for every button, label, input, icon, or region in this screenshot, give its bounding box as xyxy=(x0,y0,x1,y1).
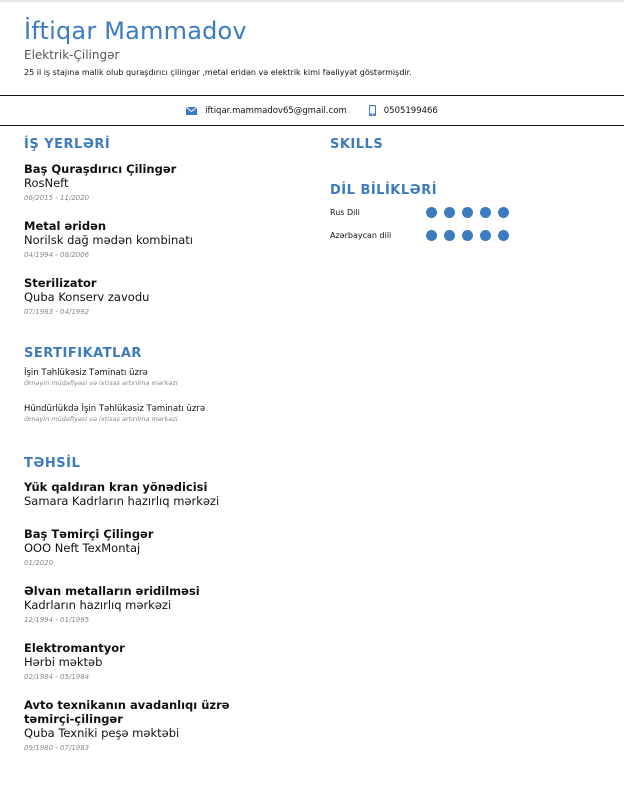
contact-bar xyxy=(0,95,624,126)
skills-section-title: SKILLS xyxy=(330,137,384,152)
education-entry xyxy=(24,527,304,568)
candidate-name: İftiqar Mammadov xyxy=(24,17,247,45)
education-date: 02/1984 - 05/1984 xyxy=(24,673,90,681)
right-column xyxy=(330,136,610,242)
language-level-dots xyxy=(426,230,509,241)
education-date: 12/1994 - 01/1995 xyxy=(24,616,90,624)
job-company: RosNeft xyxy=(24,176,69,190)
language-level-dots xyxy=(426,207,509,218)
level-dot xyxy=(462,207,473,218)
languages-section-title: DİL BİLİKLƏRİ xyxy=(330,183,438,198)
education-entry xyxy=(24,584,304,625)
education-entry xyxy=(24,698,279,753)
certificate-title: İşin Təhlükəsiz Təminatı üzrə xyxy=(24,368,148,378)
education-school: Samara Kadrların hazırlıq mərkəzi xyxy=(24,494,220,508)
education-school: Kadrların hazırlıq mərkəzi xyxy=(24,598,172,612)
work-entry xyxy=(24,219,304,260)
email-text: iftiqar.mammadov65@gmail.com xyxy=(205,105,347,116)
candidate-role: Elektrik-Çilingər xyxy=(24,48,120,62)
level-dot xyxy=(426,230,437,241)
job-title: Baş Quraşdırıcı Çilingər xyxy=(24,162,177,176)
top-rule xyxy=(0,0,624,2)
certificate-issuer: Əməyin müdafiyəsi və ixtisas artırılma mərkəzi xyxy=(24,415,178,423)
education-school: Quba Texniki peşə məktəbi xyxy=(24,726,180,740)
phone-icon xyxy=(369,105,376,116)
language-row xyxy=(330,205,610,219)
level-dot xyxy=(498,207,509,218)
certificate-entry xyxy=(24,404,304,424)
resume-header xyxy=(24,14,604,78)
education-date: 09/1980 - 07/1983 xyxy=(24,744,90,752)
level-dot xyxy=(498,230,509,241)
education-title: Avto texnikanın avadanlıqı üzrə təmirçi-çilingər xyxy=(24,698,230,726)
certificate-entry xyxy=(24,368,304,388)
education-date: 01/2020 xyxy=(24,559,54,567)
language-name: Azərbaycan dili xyxy=(330,230,392,240)
profile-summary: 25 il iş stajına malik olub quraşdırıcı çilingər ,metal eridən və elektrik kimi fəaliyyət göstərmişdir. xyxy=(24,68,412,77)
contact-email[interactable] xyxy=(186,106,347,116)
certificate-issuer: Əməyin müdafiyəsi və ixtisas artırılma mərkəzi xyxy=(24,379,178,387)
level-dot xyxy=(462,230,473,241)
education-section-title: TƏHSİL xyxy=(24,456,81,471)
education-entry xyxy=(24,480,304,508)
contact-phone[interactable] xyxy=(369,105,438,116)
job-date: 06/2015 - 11/2020 xyxy=(24,194,90,202)
education-school: Hərbi məktəb xyxy=(24,655,103,669)
certificate-title: Hündürlükdə İşin Təhlükəsiz Təminatı üzrə xyxy=(24,404,206,414)
job-date: 04/1994 - 08/2006 xyxy=(24,251,90,259)
certificates-section-title: SERTIFIKATLAR xyxy=(24,346,142,361)
language-name: Rus Dili xyxy=(330,207,360,217)
work-entry xyxy=(24,162,304,203)
level-dot xyxy=(480,230,491,241)
education-title: Yük qaldıran kran yönədicisi xyxy=(24,480,208,494)
education-title: Elektromantyor xyxy=(24,641,125,655)
level-dot xyxy=(444,207,455,218)
job-company: Quba Konserv zavodu xyxy=(24,290,150,304)
job-date: 07/1983 - 04/1992 xyxy=(24,308,90,316)
envelope-icon xyxy=(186,107,197,115)
education-entry xyxy=(24,641,304,682)
level-dot xyxy=(426,207,437,218)
job-title: Metal əridən xyxy=(24,219,107,233)
phone-text: 0505199466 xyxy=(383,105,438,116)
language-row xyxy=(330,228,610,242)
education-school: OOO Neft TexMontaj xyxy=(24,541,141,555)
job-company: Norilsk dağ mədən kombinatı xyxy=(24,233,193,247)
level-dot xyxy=(444,230,455,241)
left-column xyxy=(24,136,304,753)
level-dot xyxy=(480,207,491,218)
work-entry xyxy=(24,276,304,317)
education-title: Əlvan metalların əridilməsi xyxy=(24,584,200,598)
work-section-title: İŞ YERLƏRİ xyxy=(24,137,111,152)
education-title: Baş Təmirçi Çilingər xyxy=(24,527,154,541)
job-title: Sterilizator xyxy=(24,276,97,290)
